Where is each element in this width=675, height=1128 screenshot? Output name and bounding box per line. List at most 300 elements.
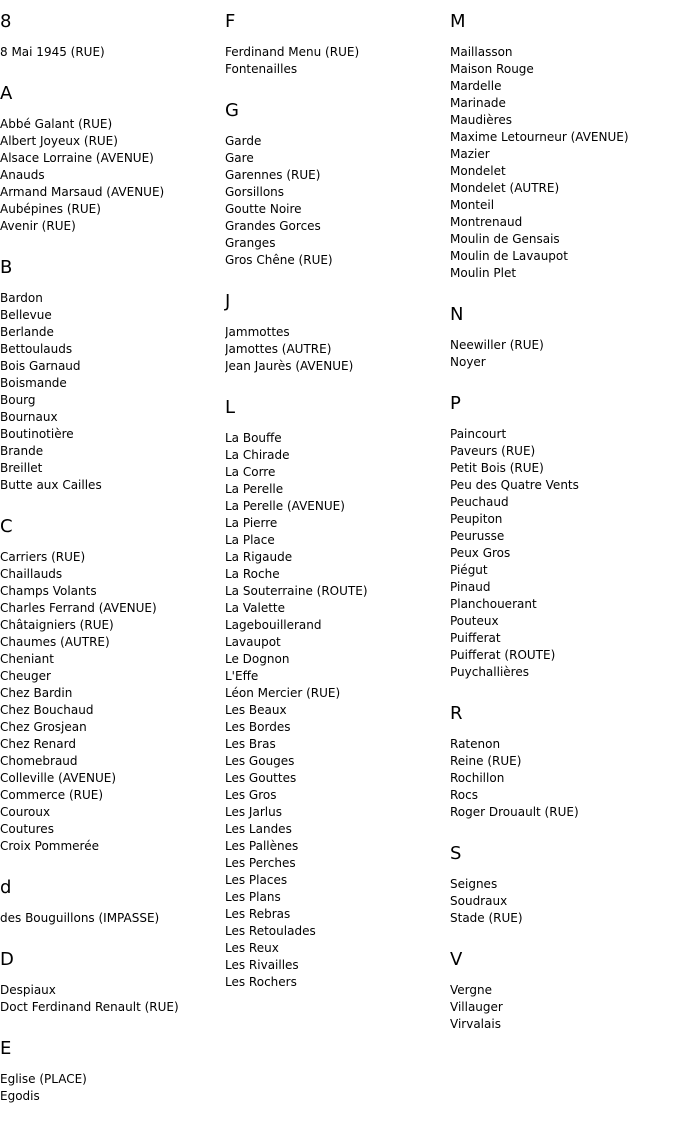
street-item [225, 235, 450, 252]
letter-section [225, 12, 450, 78]
letter-section [0, 950, 225, 1016]
street-item [0, 324, 225, 341]
street-link[interactable]: Chaillauds [0, 567, 63, 581]
letter-section [0, 12, 225, 61]
street-item [225, 481, 450, 498]
letter-heading: G [225, 100, 239, 121]
street-link[interactable]: Peupiton [450, 512, 503, 526]
street-item [225, 702, 450, 719]
street-link[interactable]: Peuchaud [450, 495, 509, 509]
letter-heading: 8 [0, 11, 12, 32]
street-item [450, 426, 675, 443]
street-link[interactable]: Petit Bois (RUE) [450, 461, 544, 475]
street-link[interactable]: Garennes (RUE) [225, 168, 321, 182]
street-item [225, 515, 450, 532]
street-link[interactable]: Chez Bouchaud [0, 703, 94, 717]
street-link[interactable]: Mazier [450, 147, 490, 161]
street-item [225, 184, 450, 201]
street-link[interactable]: Mondelet (AUTRE) [450, 181, 560, 195]
street-item [0, 702, 225, 719]
street-link[interactable]: Doct Ferdinand Renault (RUE) [0, 1000, 179, 1014]
street-list [0, 116, 225, 235]
street-item [225, 167, 450, 184]
street-link[interactable]: Montrenaud [450, 215, 523, 229]
street-item [0, 1071, 225, 1088]
street-list [0, 1071, 225, 1105]
street-link[interactable]: Bourg [0, 393, 36, 407]
street-link[interactable]: Ferdinand Menu (RUE) [225, 45, 360, 59]
street-item [0, 982, 225, 999]
street-item [0, 821, 225, 838]
street-list [225, 324, 450, 375]
street-item [225, 617, 450, 634]
street-link[interactable]: Léon Mercier (RUE) [225, 686, 341, 700]
street-link[interactable]: Seignes [450, 877, 498, 891]
index-column-3 [450, 12, 675, 1056]
street-item [225, 787, 450, 804]
street-item [0, 426, 225, 443]
letter-heading: S [450, 843, 462, 864]
street-link[interactable]: Les Rivailles [225, 958, 299, 972]
street-item [225, 566, 450, 583]
street-link[interactable]: Neewiller (RUE) [450, 338, 544, 352]
street-link[interactable]: Chez Bardin [0, 686, 73, 700]
street-link[interactable]: Bournaux [0, 410, 58, 424]
street-item [450, 129, 675, 146]
street-link[interactable]: La Pierre [225, 516, 278, 530]
street-item [0, 787, 225, 804]
street-item [0, 770, 225, 787]
street-link[interactable]: La Rigaude [225, 550, 293, 564]
street-link[interactable]: Les Gouges [225, 754, 295, 768]
letter-section [225, 101, 450, 269]
street-link[interactable]: Les Rebras [225, 907, 291, 921]
street-link[interactable]: des Bouguillons (IMPASSE) [0, 911, 160, 925]
letter-section [450, 704, 675, 821]
street-link[interactable]: Roger Drouault (RUE) [450, 805, 579, 819]
letter-heading: P [450, 393, 461, 414]
street-link[interactable]: Moulin de Lavaupot [450, 249, 568, 263]
street-link[interactable]: Coutures [0, 822, 54, 836]
street-item [225, 685, 450, 702]
street-item [0, 999, 225, 1016]
street-link[interactable]: Breillet [0, 461, 43, 475]
letter-heading: B [0, 257, 13, 278]
street-item [450, 443, 675, 460]
street-item [225, 804, 450, 821]
street-item [0, 201, 225, 218]
street-link[interactable]: Paveurs (RUE) [450, 444, 536, 458]
street-item [450, 180, 675, 197]
street-link[interactable]: Les Pallènes [225, 839, 299, 853]
street-list [450, 736, 675, 821]
street-link[interactable]: Noyer [450, 355, 486, 369]
index-column-2 [225, 12, 450, 1014]
street-item [0, 375, 225, 392]
street-item [450, 146, 675, 163]
street-list [0, 982, 225, 1016]
street-link[interactable]: Charles Ferrand (AVENUE) [0, 601, 157, 615]
street-link[interactable]: Rochillon [450, 771, 505, 785]
street-link[interactable]: La Perelle [225, 482, 284, 496]
street-link[interactable]: Mardelle [450, 79, 502, 93]
street-item [0, 358, 225, 375]
letter-heading: L [225, 397, 236, 418]
street-item [450, 630, 675, 647]
street-item [225, 61, 450, 78]
street-link[interactable]: Cheniant [0, 652, 54, 666]
street-link[interactable]: Maudières [450, 113, 512, 127]
street-link[interactable]: La Bouffe [225, 431, 282, 445]
street-link[interactable]: Peurusse [450, 529, 505, 543]
street-item [0, 184, 225, 201]
letter-heading: C [0, 516, 13, 537]
index-column-1 [0, 12, 225, 1128]
street-item [225, 218, 450, 235]
street-link[interactable]: Croix Pommerée [0, 839, 99, 853]
letter-heading: M [450, 11, 466, 32]
street-item [225, 341, 450, 358]
letter-heading: V [450, 949, 463, 970]
letter-section [450, 950, 675, 1033]
street-item [450, 753, 675, 770]
street-link[interactable]: Moulin de Gensais [450, 232, 560, 246]
street-link[interactable]: Maillasson [450, 45, 513, 59]
letter-section [225, 398, 450, 991]
street-link[interactable]: Cheuger [0, 669, 51, 683]
street-link[interactable]: Puifferat [450, 631, 501, 645]
street-link[interactable]: Carriers (RUE) [0, 550, 86, 564]
street-item [225, 651, 450, 668]
street-item [450, 545, 675, 562]
street-item [225, 923, 450, 940]
street-item [0, 583, 225, 600]
street-link[interactable]: Jammottes [225, 325, 290, 339]
street-item [450, 736, 675, 753]
street-link[interactable]: Ratenon [450, 737, 501, 751]
street-link[interactable]: Commerce (RUE) [0, 788, 104, 802]
street-link[interactable]: Les Rochers [225, 975, 297, 989]
letter-heading: F [225, 11, 236, 32]
street-item [450, 477, 675, 494]
street-item [225, 150, 450, 167]
street-item [0, 443, 225, 460]
street-link[interactable]: Aubépines (RUE) [0, 202, 101, 216]
street-item [225, 940, 450, 957]
street-item [225, 583, 450, 600]
street-item [0, 736, 225, 753]
street-link[interactable]: Lagebouillerand [225, 618, 322, 632]
street-item [0, 668, 225, 685]
street-link[interactable]: La Perelle (AVENUE) [225, 499, 345, 513]
street-item [0, 1088, 225, 1105]
street-link[interactable]: Rocs [450, 788, 478, 802]
letter-section [225, 292, 450, 375]
street-link[interactable]: Bettoulauds [0, 342, 73, 356]
street-link[interactable]: Chaumes (AUTRE) [0, 635, 110, 649]
street-item [225, 201, 450, 218]
street-item [0, 566, 225, 583]
street-item [225, 957, 450, 974]
street-item [225, 736, 450, 753]
street-item [225, 719, 450, 736]
letter-heading: N [450, 304, 464, 325]
street-item [0, 460, 225, 477]
street-item [0, 218, 225, 235]
street-link[interactable]: Granges [225, 236, 276, 250]
street-item [225, 600, 450, 617]
letter-section [0, 517, 225, 855]
street-link[interactable]: Garde [225, 134, 262, 148]
street-link[interactable]: Pouteux [450, 614, 499, 628]
street-item [0, 838, 225, 855]
street-link[interactable]: Avenir (RUE) [0, 219, 76, 233]
street-link[interactable]: Couroux [0, 805, 51, 819]
letter-heading: D [0, 949, 14, 970]
street-item [225, 770, 450, 787]
street-link[interactable]: Gros Chêne (RUE) [225, 253, 333, 267]
street-item [0, 116, 225, 133]
street-item [225, 430, 450, 447]
street-link[interactable]: La Place [225, 533, 275, 547]
street-link[interactable]: Peux Gros [450, 546, 511, 560]
street-link[interactable]: Maxime Letourneur (AVENUE) [450, 130, 629, 144]
street-item [0, 341, 225, 358]
street-link[interactable]: Vergne [450, 983, 492, 997]
street-item [0, 44, 225, 61]
street-item [450, 613, 675, 630]
street-link[interactable]: Les Retoulades [225, 924, 316, 938]
street-list [0, 290, 225, 494]
street-item [450, 876, 675, 893]
street-link[interactable]: La Roche [225, 567, 280, 581]
street-item [450, 163, 675, 180]
street-list [0, 44, 225, 61]
street-item [0, 617, 225, 634]
street-item [0, 910, 225, 927]
street-link[interactable]: Les Gouttes [225, 771, 297, 785]
street-list [450, 426, 675, 681]
street-item [0, 167, 225, 184]
street-item [0, 392, 225, 409]
street-link[interactable]: Puychallières [450, 665, 529, 679]
street-link[interactable]: Les Gros [225, 788, 277, 802]
street-item [225, 753, 450, 770]
street-list [450, 876, 675, 927]
street-link[interactable]: Gorsillons [225, 185, 285, 199]
street-item [0, 685, 225, 702]
street-link[interactable]: Eglise (PLACE) [0, 1072, 87, 1086]
street-item [450, 1016, 675, 1033]
street-link[interactable]: Planchouerant [450, 597, 537, 611]
street-link[interactable]: Les Plans [225, 890, 281, 904]
street-link[interactable]: Puifferat (ROUTE) [450, 648, 556, 662]
street-item [450, 95, 675, 112]
street-link[interactable]: Les Places [225, 873, 288, 887]
street-item [225, 872, 450, 889]
street-link[interactable]: Soudraux [450, 894, 508, 908]
street-item [225, 358, 450, 375]
street-link[interactable]: La Chirade [225, 448, 290, 462]
street-item [450, 982, 675, 999]
street-item [225, 464, 450, 481]
street-link[interactable]: Brande [0, 444, 44, 458]
street-item [450, 893, 675, 910]
street-item [450, 511, 675, 528]
street-item [450, 460, 675, 477]
street-item [225, 44, 450, 61]
street-link[interactable]: L'Effe [225, 669, 259, 683]
street-item [450, 562, 675, 579]
street-link[interactable]: Piégut [450, 563, 488, 577]
street-link[interactable]: Les Jarlus [225, 805, 282, 819]
street-item [450, 494, 675, 511]
letter-section [450, 394, 675, 681]
letter-heading: R [450, 703, 463, 724]
street-link[interactable]: Alsace Lorraine (AVENUE) [0, 151, 154, 165]
street-item [450, 214, 675, 231]
street-item [450, 664, 675, 681]
street-item [450, 770, 675, 787]
letter-section [0, 1039, 225, 1105]
street-link[interactable]: Villauger [450, 1000, 503, 1014]
street-link[interactable]: Despiaux [0, 983, 56, 997]
street-link[interactable]: Les Bordes [225, 720, 291, 734]
street-link[interactable]: Mondelet [450, 164, 506, 178]
street-link[interactable]: Albert Joyeux (RUE) [0, 134, 118, 148]
street-link[interactable]: Les Perches [225, 856, 296, 870]
street-link[interactable]: Les Reux [225, 941, 279, 955]
street-link[interactable]: Champs Volants [0, 584, 97, 598]
street-link[interactable]: Bois Garnaud [0, 359, 81, 373]
street-item [450, 265, 675, 282]
street-item [0, 549, 225, 566]
street-item [225, 549, 450, 566]
street-link[interactable]: Abbé Galant (RUE) [0, 117, 113, 131]
letter-section [450, 12, 675, 282]
street-item [0, 477, 225, 494]
street-list [225, 44, 450, 78]
street-link[interactable]: Le Dognon [225, 652, 290, 666]
street-item [225, 498, 450, 515]
street-link[interactable]: Virvalais [450, 1017, 501, 1031]
letter-heading: A [0, 83, 13, 104]
letter-section [0, 258, 225, 494]
street-link[interactable]: La Valette [225, 601, 285, 615]
street-item [450, 579, 675, 596]
street-item [225, 532, 450, 549]
street-item [0, 600, 225, 617]
street-link[interactable]: Anauds [0, 168, 45, 182]
street-link[interactable]: Lavaupot [225, 635, 281, 649]
street-link[interactable]: Butte aux Cailles [0, 478, 102, 492]
street-item [450, 596, 675, 613]
street-link[interactable]: Fontenailles [225, 62, 298, 76]
letter-section [0, 84, 225, 235]
street-item [225, 906, 450, 923]
street-link[interactable]: Chomebraud [0, 754, 78, 768]
street-link[interactable]: Marinade [450, 96, 506, 110]
street-item [225, 855, 450, 872]
street-item [450, 354, 675, 371]
street-item [225, 821, 450, 838]
letter-heading: d [0, 877, 12, 898]
street-link[interactable]: Jean Jaurès (AVENUE) [225, 359, 354, 373]
street-item [0, 651, 225, 668]
street-link[interactable]: Stade (RUE) [450, 911, 523, 925]
street-link[interactable]: Les Beaux [225, 703, 287, 717]
street-link[interactable]: Monteil [450, 198, 495, 212]
street-item [450, 78, 675, 95]
street-item [0, 753, 225, 770]
street-link[interactable]: Les Landes [225, 822, 292, 836]
street-list [450, 44, 675, 282]
street-link[interactable]: La Corre [225, 465, 276, 479]
street-item [0, 290, 225, 307]
letter-section [450, 305, 675, 371]
street-link[interactable]: Boismande [0, 376, 67, 390]
street-item [0, 719, 225, 736]
street-link[interactable]: Berlande [0, 325, 54, 339]
street-item [225, 889, 450, 906]
street-link[interactable]: Maison Rouge [450, 62, 534, 76]
street-item [225, 447, 450, 464]
street-item [450, 112, 675, 129]
street-item [225, 634, 450, 651]
street-link[interactable]: 8 Mai 1945 (RUE) [0, 45, 105, 59]
street-link[interactable]: Bardon [0, 291, 43, 305]
street-item [0, 150, 225, 167]
street-link[interactable]: Chez Grosjean [0, 720, 87, 734]
street-link[interactable]: Boutinotière [0, 427, 74, 441]
street-link[interactable]: Goutte Noire [225, 202, 302, 216]
street-item [450, 61, 675, 78]
street-item [225, 324, 450, 341]
street-link[interactable]: Colleville (AVENUE) [0, 771, 117, 785]
street-item [0, 133, 225, 150]
street-item [225, 133, 450, 150]
street-list [225, 430, 450, 991]
street-link[interactable]: Paincourt [450, 427, 507, 441]
street-link[interactable]: Moulin Plet [450, 266, 517, 280]
street-item [450, 647, 675, 664]
street-link[interactable]: Grandes Gorces [225, 219, 321, 233]
letter-section [0, 878, 225, 927]
street-list [0, 910, 225, 927]
street-link[interactable]: Châtaigniers (RUE) [0, 618, 114, 632]
street-item [0, 634, 225, 651]
street-link[interactable]: Peu des Quatre Vents [450, 478, 579, 492]
street-link[interactable]: Bellevue [0, 308, 52, 322]
street-link[interactable]: Les Bras [225, 737, 276, 751]
street-item [450, 44, 675, 61]
street-item [0, 804, 225, 821]
street-item [0, 307, 225, 324]
street-list [225, 133, 450, 269]
street-item [450, 910, 675, 927]
street-item [450, 231, 675, 248]
street-link[interactable]: Jamottes (AUTRE) [225, 342, 332, 356]
street-link[interactable]: Pinaud [450, 580, 491, 594]
street-link[interactable]: Chez Renard [0, 737, 76, 751]
street-link[interactable]: Armand Marsaud (AVENUE) [0, 185, 165, 199]
street-item [450, 999, 675, 1016]
street-link[interactable]: Egodis [0, 1089, 40, 1103]
street-link[interactable]: La Souterraine (ROUTE) [225, 584, 368, 598]
street-link[interactable]: Reine (RUE) [450, 754, 522, 768]
street-link[interactable]: Gare [225, 151, 254, 165]
street-item [225, 252, 450, 269]
